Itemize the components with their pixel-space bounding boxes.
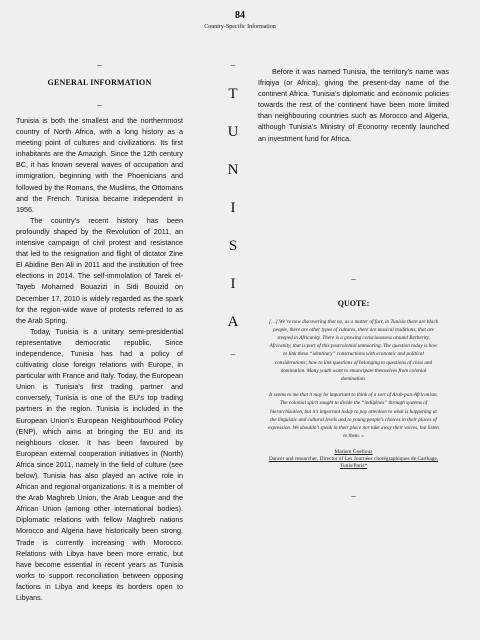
attribution-place: Tunis/Paris* [339, 463, 368, 470]
title-divider: _ [230, 346, 236, 356]
quote-body [258, 318, 449, 441]
quote-divider: _ [351, 487, 356, 498]
section-divider: _ [97, 57, 102, 67]
title-letter: N [227, 162, 239, 178]
right-column [258, 66, 449, 498]
section-title: GENERAL INFORMATION [47, 78, 152, 87]
paragraph: The country’s recent history has been profoundly shaped by the Revolution of 2011, an intensive campaign of civil protest and resistance that led to the resignation and flight of dictator Zine El Abidine Ben Ali in 2011 and the institution of free elections in 2014. The self-immolation of Tarek el-Tayeb Mohamed Bouazizi in Sidi Bouizid on December 17, 2010 is widely regarded as the spark for the region-wide wave of protests referred to as the Arab Spring. [16, 215, 183, 325]
left-column [16, 58, 183, 603]
paragraph: Today, Tunisia is a unitary semi-presidential representative democratic republic. Since independence, Tunisia has had a policy of cultivating close foreign relations with Europe, in particular with France and Italy. Today, the European Union is Tunisia’s first trading partner and conversely, Tunisia is one of the EU’s top trading partners in the region. Tunisia is included in the European Union’s European Neighbourhood Policy (ENP), which aims at bringing the EU and its neighbours closer. It has been favoured by European external cooperation initiatives in (North) Africa since 2011, namely in the field of culture (see below). Tunisia has also played an active role in African and regional organizations. It is a member of the Arab Maghreb Union, the Arab League and the African Union (among other international bodies). Diplomatic relations with fellow Maghreb nations Morocco and Algeria have historically been strong. Trade is currently increasing with Morocco. Relations with Libya have been more erratic, but have become essential in recent years as Tunisia works to support reconciliation between opposing factions in Libya and keeps its borders open to Libyans. [16, 326, 184, 603]
title-letter: T [228, 86, 238, 102]
body-text [16, 115, 183, 603]
quote-divider: _ [351, 270, 356, 281]
page-number: 84 [235, 10, 245, 21]
title-divider: _ [230, 57, 236, 67]
section-divider: _ [97, 97, 102, 107]
paragraph: Tunisia is both the smallest and the northernmost country of North Africa, with a long history as a meeting point of cultures and civilizations. Its first inhabitants are the Amazigh. Since the 12th century BC, it has known several waves of occupation and immigration, beginning with the Phoenicians and followed by the Romans, the Muslims, the Ottomans and the French. Tunisia became independent in 1956. [16, 116, 183, 214]
title-letter: U [227, 124, 239, 140]
quote-paragraph: It seems to me that it may be important to think of a sort of Arab-pan-Africanism. The colonial spirit sought to divide the “indigènes” through systems of hierarchization, but it’s important today to pay attention to what is happening at the linguistic and cultural levels and to young people’s choices in their places of expression. We shouldn’t speak in their place nor take away their voices, but listen to them. » [268, 392, 439, 440]
quote-title: QUOTE: [337, 298, 370, 308]
quote-paragraph: […] We’re now discovering that no, as a matter of fact, in Tunisia there are black people, there are other types of cultures, there are musical traditions, that are steeped in Africanity. There is a growing consciousness around Berberity, Africanity, that is part of this postcolonial unmooring. The question today is how to link these “identitary” constructions with economic and political considerations; how to link questions of belonging to questions of class and domination. Many youth want to emancipate themselves from colonial domination. [268, 318, 439, 383]
quote-attribution [258, 449, 449, 471]
title-letter: S [228, 238, 238, 254]
title-letter: I [230, 276, 236, 292]
vertical-title [222, 58, 244, 356]
body-text [258, 66, 449, 144]
running-head: Country-Specific Information [204, 24, 276, 30]
title-letter: I [230, 200, 236, 216]
attribution-name: Mariem Guellouz [334, 448, 373, 455]
attribution-role: Dancer and researcher, Director of Les Journées chorégraphiques de Carthage, [268, 455, 439, 462]
title-letter: A [227, 314, 239, 330]
paragraph: Before it was named Tunisia, the territory’s name was Ifriqiya (or Africa), giving the present-day name of the continent Africa. Tunisia’s diplomatic and economic policies towards the rest of the continent have been more limited than neighbouring countries such as Morocco and Algeria, although Tunisia’s Ministry of Economy recently launched an investment fund for Africa. [258, 67, 449, 143]
title-letters [222, 75, 244, 341]
